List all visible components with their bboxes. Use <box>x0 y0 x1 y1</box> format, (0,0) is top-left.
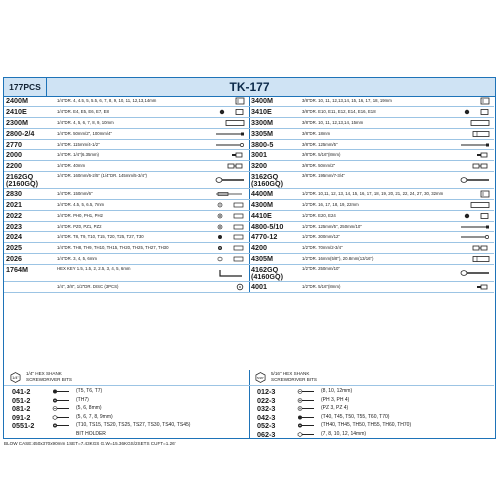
item-code: 4305M <box>251 254 273 264</box>
item-code: 2023 <box>6 221 22 231</box>
bit-sizes: (T5, T6, T7) <box>76 388 103 394</box>
item-code: 2000 <box>6 150 22 160</box>
item-description: 1/2"DR. 10,11, 12, 13, 14, 15, 16, 17, 18, 19, 20, 21, 22, 24, 27, 30, 32mm <box>302 190 444 196</box>
bits-left-title <box>26 371 72 383</box>
bits-left-title-line1: 1/4" HEX SHANK <box>26 371 62 376</box>
item-code: 2026 <box>6 254 22 264</box>
model-title: TK-177 <box>229 80 270 94</box>
adaptor-icon <box>459 283 491 291</box>
bit-row <box>249 430 494 439</box>
torx-bit-socket-icon <box>214 233 246 241</box>
item-description: 1/2"DR. 16mm(5/8"), 20.8mm(13/16") <box>302 256 374 262</box>
item-description: 1/2"DR. 300mm/12" <box>302 234 340 240</box>
item-description: 1/4"DR. 150mm/6" <box>57 190 93 196</box>
item-code: 4300M <box>251 199 273 209</box>
item-code: 2022 <box>6 210 22 220</box>
item-code: 2200 <box>6 161 22 171</box>
bits-right-title-line2: SCREWDRIVER BITS <box>271 377 317 382</box>
item-code: 3200 <box>251 161 267 171</box>
bits-right-title <box>271 371 317 383</box>
adaptor-icon <box>459 151 491 159</box>
ratchet-icon <box>214 176 246 184</box>
pozi-bit-socket-icon <box>214 223 246 231</box>
bit-sizes: (TH40, TH45, TH50, TH55, TH60, TH70) <box>321 422 412 429</box>
hex-shank-badge: 5/16" <box>257 375 264 380</box>
spec-row <box>249 282 494 293</box>
spec-row <box>249 161 494 172</box>
spec-row <box>249 243 494 254</box>
torx-bit-icon <box>52 389 70 394</box>
bit-holder-label: BIT HOLDER <box>76 431 106 437</box>
spec-sheet <box>3 77 496 439</box>
bits-right-title-line1: 5/16" HEX SHANK <box>271 371 310 376</box>
slotted-bit-socket-icon <box>214 201 246 209</box>
spec-row <box>4 222 249 233</box>
item-description: 1/4"DR. 115mm/4-1/2" <box>57 141 100 147</box>
item-description: 3/8"DR. 18mm <box>302 130 331 136</box>
bit-code: 052-3 <box>257 421 276 431</box>
hex-bit-icon <box>52 415 70 420</box>
spec-row <box>249 211 494 222</box>
spec-row <box>249 172 494 189</box>
spec-row <box>249 265 494 282</box>
bit-sizes: (5, 6, 7, 8, 9mm) <box>76 413 113 420</box>
spec-row <box>4 140 249 151</box>
item-code: 3162GQ (3160GQ) <box>251 171 283 189</box>
item-description: 1/4"DR. TH8, TH9, TH10, TH15, TH20, TH25, TH27, TH30 <box>57 245 169 251</box>
e-socket-icon <box>459 212 491 220</box>
item-code: 2400M <box>6 96 28 105</box>
item-description: 1/4"DR. 1/4"(6.35mm) <box>57 152 99 158</box>
spec-row <box>249 140 494 151</box>
item-code: 3410E <box>251 106 272 116</box>
tamper-torx-bit-icon <box>52 398 70 403</box>
universal-joint-icon <box>459 244 491 252</box>
item-code: 2162GQ (2160GQ) <box>6 171 38 189</box>
bit-code: 022-3 <box>257 395 276 405</box>
item-description: 1/4"DR. T8, T9, T10, T15, T20, T25, T27, T30 <box>57 234 144 240</box>
disc-icon <box>214 283 246 291</box>
spec-row <box>249 129 494 140</box>
socket-icon <box>459 190 491 198</box>
bits-right-header <box>249 370 494 386</box>
item-code: 1764M <box>6 264 28 274</box>
item-description: 3/8"DR. 10, 11, 12,13,14, 15mm <box>302 119 364 125</box>
spec-row <box>249 150 494 161</box>
spec-row <box>249 96 494 107</box>
bit-code: 081-2 <box>12 404 31 414</box>
item-description: 1/4"DR. 4.5, 5, 6.5, 7mm <box>57 201 105 207</box>
item-code: 2410E <box>6 106 27 116</box>
spec-row <box>4 107 249 118</box>
deep-socket-icon <box>214 119 246 127</box>
bit-sizes: (5, 6, 8mm) <box>76 405 102 412</box>
item-code: 2800-2/4 <box>6 128 35 138</box>
item-description: 1/4", 3/8", 1/2"DR. DISC (3PCS) <box>57 283 119 289</box>
bit-code: 051-2 <box>12 395 31 405</box>
torx-bit-icon <box>297 415 315 420</box>
item-description: 1/4"DR. E4, E5, E6, E7, E8 <box>57 108 109 114</box>
spec-row <box>4 118 249 129</box>
spec-row <box>4 265 249 282</box>
spec-row <box>4 96 249 107</box>
extension-bar-icon <box>459 223 491 231</box>
bits-right-section <box>249 370 494 438</box>
bit-sizes: (7, 8, 10, 12, 14mm) <box>321 431 367 437</box>
spec-row <box>4 189 249 200</box>
item-description: 1/2"DR. 250mm/10" <box>302 266 340 272</box>
pozi-bit-icon <box>297 406 315 411</box>
spark-plug-socket-icon <box>459 130 491 138</box>
spec-row <box>4 211 249 222</box>
item-code: 2770 <box>6 139 22 149</box>
item-code: 4400M <box>251 188 273 198</box>
item-code: 4200 <box>251 243 267 253</box>
slotted-bit-icon <box>52 406 70 411</box>
item-code: 2021 <box>6 199 22 209</box>
bit-sizes: (PH 3, PH 4) <box>321 396 350 403</box>
extension-bar-icon <box>459 141 491 149</box>
item-description: 1/4"DR. 3, 4, 5, 6mm <box>57 256 97 262</box>
spec-row <box>4 282 249 293</box>
adaptor-icon <box>214 151 246 159</box>
bit-code: 091-2 <box>12 412 31 422</box>
item-description: 3/8"DR. 50mm/2" <box>302 163 336 169</box>
item-code: 2025 <box>6 243 22 253</box>
slotted-bit-icon <box>297 389 315 394</box>
hex-bit-icon <box>297 432 315 437</box>
item-description: 1/4"DR. PH0, PH1, PH2 <box>57 212 103 218</box>
item-description: 1/4"DR. 4, 5, 6, 7, 8, 9, 10mm <box>57 119 114 125</box>
item-description: 3/8"DR. 10, 11, 12,13,14, 15, 16, 17, 18, 19mm <box>302 98 392 103</box>
universal-joint-icon <box>214 162 246 170</box>
hex-shank-icon <box>255 372 266 383</box>
bit-row <box>4 421 249 430</box>
item-description: 3/8"DR. 125mm/5" <box>302 141 338 147</box>
spec-row <box>4 150 249 161</box>
spec-row <box>249 107 494 118</box>
spec-row <box>4 172 249 189</box>
tamper-star-bit-icon <box>52 423 70 428</box>
bits-left-title-line2: SCREWDRIVER BITS <box>26 377 72 382</box>
item-description: 1/4"DR. 4, 4.5, 5, 5.5, 6, 7, 8, 9, 10, 11, 12,13,14mm <box>57 98 157 103</box>
piece-count: 177PCS <box>4 78 47 96</box>
e-socket-icon <box>214 108 246 116</box>
tamper-torx-bit-icon <box>297 423 315 428</box>
bit-sizes: (PZ 3, PZ 4) <box>321 405 349 412</box>
hex-shank-badge: 1/4" <box>12 375 19 380</box>
item-description: 1/4"DR. 50mm/2", 100mm/4" <box>57 130 112 136</box>
spec-row <box>4 232 249 243</box>
item-code: 2830 <box>6 188 22 198</box>
deep-socket-icon <box>459 201 491 209</box>
item-description: 1/2"DR. 125mm/5", 250mm/10" <box>302 223 362 229</box>
bit-sizes: (T40, T45, T50, T55, T60, T70) <box>321 413 390 420</box>
item-code: 4001 <box>251 281 267 291</box>
phillips-bit-socket-icon <box>214 212 246 220</box>
hex-bit-socket-icon <box>214 255 246 263</box>
socket-icon <box>214 97 246 105</box>
item-description: 1/2"DR. 5/16"(8mm) <box>302 283 341 289</box>
item-description: 1/2"DR. 70mm/2-3/4" <box>302 245 343 251</box>
spec-row <box>4 254 249 265</box>
item-description: 3/8"DR. 5/16"(8mm) <box>302 152 341 158</box>
item-code: 4410E <box>251 210 272 220</box>
ratchet-icon <box>459 176 491 184</box>
item-code: 4800-5/10 <box>251 221 284 231</box>
left-column <box>4 96 250 293</box>
bits-left-section <box>4 370 250 438</box>
bit-code: 041-2 <box>12 387 31 396</box>
item-description: 1/2"DR. 16, 17, 18, 19, 22mm <box>302 201 359 207</box>
sheet-header <box>4 78 495 97</box>
hex-key-icon <box>214 269 246 277</box>
spec-row <box>249 232 494 243</box>
bit-code: 0551-2 <box>12 421 35 431</box>
spec-row <box>4 129 249 140</box>
item-code: 3001 <box>251 150 267 160</box>
spec-row <box>249 222 494 233</box>
item-description: 3/8"DR. 195mm/7-3/4" <box>302 173 345 179</box>
bit-sizes: (T10, TS15, TS20, TS25, TS27, TS30, TS40, TS45) <box>76 422 191 429</box>
ratchet-icon <box>459 269 491 277</box>
spec-row <box>249 189 494 200</box>
universal-joint-icon <box>459 162 491 170</box>
item-code: 3305M <box>251 128 273 138</box>
flex-bar-icon <box>214 141 246 149</box>
bit-sizes: (TH7) <box>76 396 89 403</box>
spec-row <box>249 254 494 265</box>
socket-icon <box>459 97 491 105</box>
item-description: HEX KEY 1.5, 1.5, 2, 2.5, 3, 4, 5, 6mm <box>57 266 131 272</box>
item-description: 1/2"DR. E20, E24 <box>302 212 336 218</box>
item-description: 3/8"DR. E10, E11, E12, E14, E16, E18 <box>302 108 376 114</box>
bit-code: 032-3 <box>257 404 276 414</box>
item-description: 1/4"DR. 40mm <box>57 163 86 169</box>
spinner-handle-icon <box>214 190 246 198</box>
item-description: 1/4"DR. 160mm/6-2/5" (1/4"DR. 145mm/5-3/4") <box>57 173 147 179</box>
bit-code: 062-3 <box>257 430 276 439</box>
spec-row <box>4 161 249 172</box>
item-code: 4162GQ (4160GQ) <box>251 264 283 282</box>
item-code: 3300M <box>251 117 273 127</box>
item-code: 2300M <box>6 117 28 127</box>
tamper-torx-bit-socket-icon <box>214 244 246 252</box>
spec-row <box>4 243 249 254</box>
item-code: 3400M <box>251 96 273 105</box>
spec-row <box>249 118 494 129</box>
item-code: 2024 <box>6 232 22 242</box>
deep-socket-icon <box>459 119 491 127</box>
item-code: 4770-12 <box>251 232 278 242</box>
hex-shank-icon <box>10 372 21 383</box>
extension-bar-icon <box>214 130 246 138</box>
bit-code: 042-3 <box>257 412 276 422</box>
bits-left-header <box>4 370 249 386</box>
spark-plug-socket-icon <box>459 255 491 263</box>
flex-bar-icon <box>459 233 491 241</box>
spec-row <box>4 200 249 211</box>
bit-sizes: (8, 10, 12mm) <box>321 388 353 394</box>
item-code: 3800-5 <box>251 139 274 149</box>
spec-row <box>249 200 494 211</box>
right-column <box>249 96 494 293</box>
e-socket-icon <box>459 108 491 116</box>
bit-code: 012-3 <box>257 387 276 396</box>
packing-info: BLOW CASE:450x370x90mm 1SET=7.43KGS G.W=15.36KGS/2SETS CUFT=1.26' <box>4 441 176 446</box>
item-description: 1/4"DR. PZ0, PZ1, PZ2 <box>57 223 102 229</box>
phillips-bit-icon <box>297 398 315 403</box>
